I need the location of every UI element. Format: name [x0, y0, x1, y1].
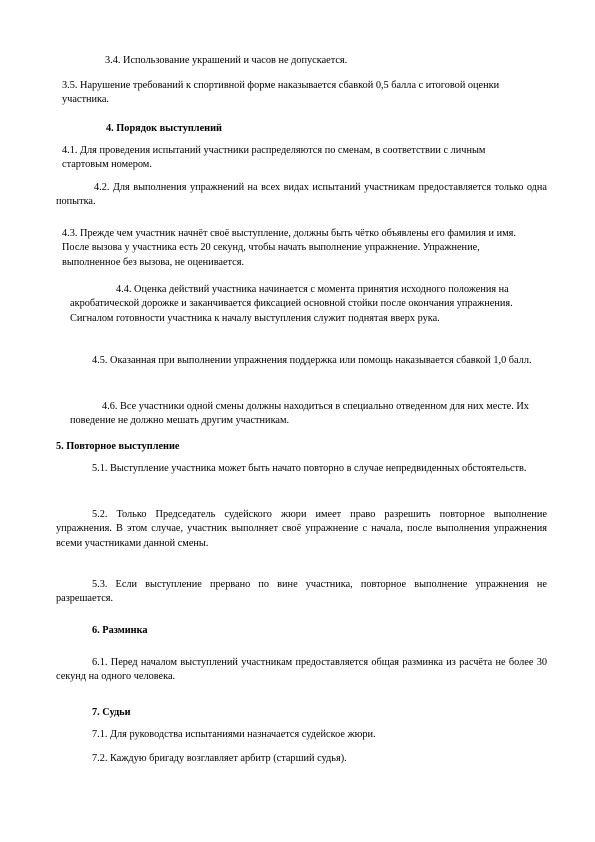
paragraph-4-1: 4.1. Для проведения испытаний участники распределяются по сменам, в соответствии с личным стартовым номером. [62, 145, 486, 171]
paragraph-7-2: 7.2. Каждую бригаду возглавляет арбитр (старший судья). [92, 753, 347, 764]
paragraph-5-2: 5.2. Только Председатель судейского жюри имеет право разрешить повторное выполнение упражнения. В этом случае, участник выполняет своё упражнение с начала, после выполнения упражнения всеми участниками данной смены. [56, 509, 547, 549]
heading-section-7: 7. Судьи [92, 707, 131, 718]
paragraph-5-3: 5.3. Если выступление прервано по вине участника, повторное выполнение упражнения не разрешается. [56, 579, 547, 605]
paragraph-3-4: 3.4. Использование украшений и часов не допускается. [105, 55, 348, 66]
paragraph-4-3: 4.3. Прежде чем участник начнёт своё выступление, должны быть чётко объявлены его фамилия и имя. После вызова у участника есть 20 секунд, чтобы начать выполнение упражнение. Упражнение, выполненное без вызова, не оценивается. [62, 228, 516, 268]
paragraph-4-2: 4.2. Для выполнения упражнений на всех видах испытаний участникам предоставляется только одна попытка. [56, 182, 547, 208]
paragraph-4-4: 4.4. Оценка действий участника начинается с момента принятия исходного положения на акробатической дорожке и заканчивается фиксацией основной стойки после окончания упражнения. Сигналом готовности участника к началу выступления служит поднятая вверх рука. [70, 284, 513, 324]
paragraph-4-6: 4.6. Все участники одной смены должны находиться в специально отведенном для них месте. Их поведение не должно мешать другим участникам. [70, 401, 529, 427]
heading-section-6: 6. Разминка [92, 625, 148, 636]
heading-section-4: 4. Порядок выступлений [106, 123, 222, 134]
heading-section-5: 5. Повторное выступление [56, 441, 180, 452]
paragraph-5-1: 5.1. Выступление участника может быть начато повторно в случае непредвиденных обстоятельств. [92, 463, 527, 474]
paragraph-6-1: 6.1. Перед началом выступлений участникам предоставляется общая разминка из расчёта не более 30 секунд на одного человека. [56, 657, 547, 683]
paragraph-7-1: 7.1. Для руководства испытаниями назначается судейское жюри. [92, 729, 376, 740]
paragraph-4-5: 4.5. Оказанная при выполнении упражнения поддержка или помощь наказывается сбавкой 1,0 балл. [92, 355, 532, 366]
paragraph-3-5: 3.5. Нарушение требований к спортивной форме наказывается сбавкой 0,5 балла с итоговой оценки участника. [62, 80, 500, 106]
